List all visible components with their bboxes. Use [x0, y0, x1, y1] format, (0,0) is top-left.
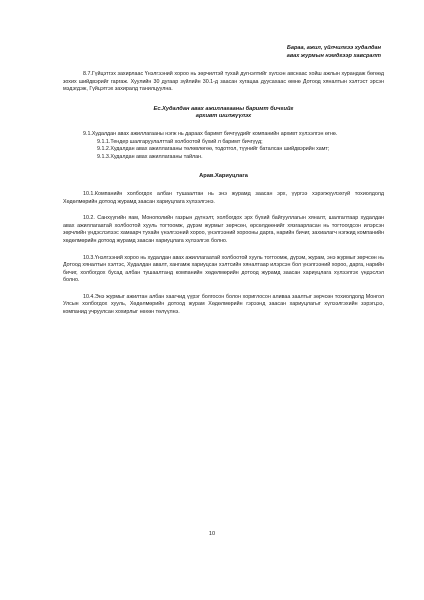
- paragraph-10-2: 10.2. Санхүүгийн яам, Монополийн газрын дүгнэлт, холбогдох эрх бүхий байгууллагын хяналт, шалгалтаар худалдан авах ажиллагаатай холбоотой хууль тогтоомж, дүрэм журмыг зөрчсөн, өрсөлдөөнийг хязгаарласан нь тогтоогдсон илэрсэн зөрчлийн үндэслэлээс хамаарч тухайн үнэлгээний хороо, үнэлгээний хорооны дарга, нарийн бичиг, захиалагч нэгжид компанийн хөдөлмөрийн дотоод журамд заасан хариуцлага хүлээлгэх болно.: [63, 215, 384, 244]
- paragraph-9-1-3: 9.1.3.Худалдан авах ажиллагааны тайлан.: [97, 153, 203, 160]
- section-9-heading-line-1: Ес.Худалдан авах ажиллагааны баримт бичгийг: [153, 105, 294, 112]
- paragraph-9-1: 9.1.Худалдан авах ажиллагааны нэгж нь дараах баримт бичгүүдийг компанийн архивт хүлээлгэн өгнө.: [83, 130, 338, 137]
- paragraph-9-1-2: 9.1.2.Худалдан авах ажиллагааны төлөвлөгөө, тодотгол, түүнийг баталсан шийдвэрийн хамт;: [97, 146, 330, 153]
- appendix-header-line-1: Бараа, ажил, үйлчилгээ худалдан: [286, 45, 381, 51]
- paragraph-9-1-1: 9.1.1.Тендер шалгаруулалттай холбоотой бүхий л баримт бичгүүд;: [97, 138, 263, 145]
- section-9-heading: [63, 106, 384, 121]
- paragraph-8-7: 8.7.Гүйцэтгэх захирлаас Үнэлгээний хороо нь зөрчилтэй тухай дүгнэлтийг хүлээн авснаас хойш ажлын хурандаж бөгөөд зохих шийдвэрийг гаргаж. Хуулийн 30 дугаар зүйлийн 30.1-д заасан хугацаа дуусахаас өмнө Дотоод хяналтын хэлтэст эрсэн мэдэгдэж, Гүйцэтгэх захиралд танилцуулна.: [63, 71, 384, 93]
- section-9-heading-line-2: архивт шилжүүлэх: [195, 113, 252, 120]
- paragraph-10-4: 10.4.Энэ журмыг ажилтан албан хаагчид үүрэг болгосон болон хориглосон аливаа заалтыг зөрчсөн тохиолдолд Монгол Улсын холбогдох хууль, Хөдөлмөрийн дотоод журам Хөдөлмөрийн гэрээнд заасан хариуцлагыг хүлээлгэхийн зэрэгцээ, компанид учруулсан хохирлыг нөхөн төлүүлнэ.: [63, 293, 384, 316]
- paragraph-10-3: 10.3.Үнэлгээний хороо нь худалдан авах ажиллагаатай холбоотой хууль тогтоомж, дүрэм, журам, энэ журмыг зөрчсөн нь Дотоод хяналтын хэлтэс, Худалдан авалт, хангамж хариуцсан хэлтсийн хяналтаар илэрсэн бол үнэлгээний хороо, дарга, нарийн бичиг, холбогдох бусад албан тушаалтанд компанийн хөдөлмөрийн дотоод журамд заасан хариуцлага хүлээлгэх үндэслэл болно.: [63, 254, 384, 284]
- appendix-header-line-2: авах журмын нэмдгээр хавсралт: [286, 53, 381, 59]
- section-10-heading: Арав.Хариуцлага: [199, 173, 248, 180]
- appendix-header: [63, 44, 381, 60]
- paragraph-10-1: 10.1.Компанийн холбогдох албан тушаалтан нь энэ журамд заасан эрх, үүргээ хэрэгжүүлэхгүй тохиолдолд Хөдөлмөрийн дотоод журамд заасан хариуцлага хүлээлгэнэ.: [63, 190, 384, 205]
- page-number: 10: [208, 531, 216, 537]
